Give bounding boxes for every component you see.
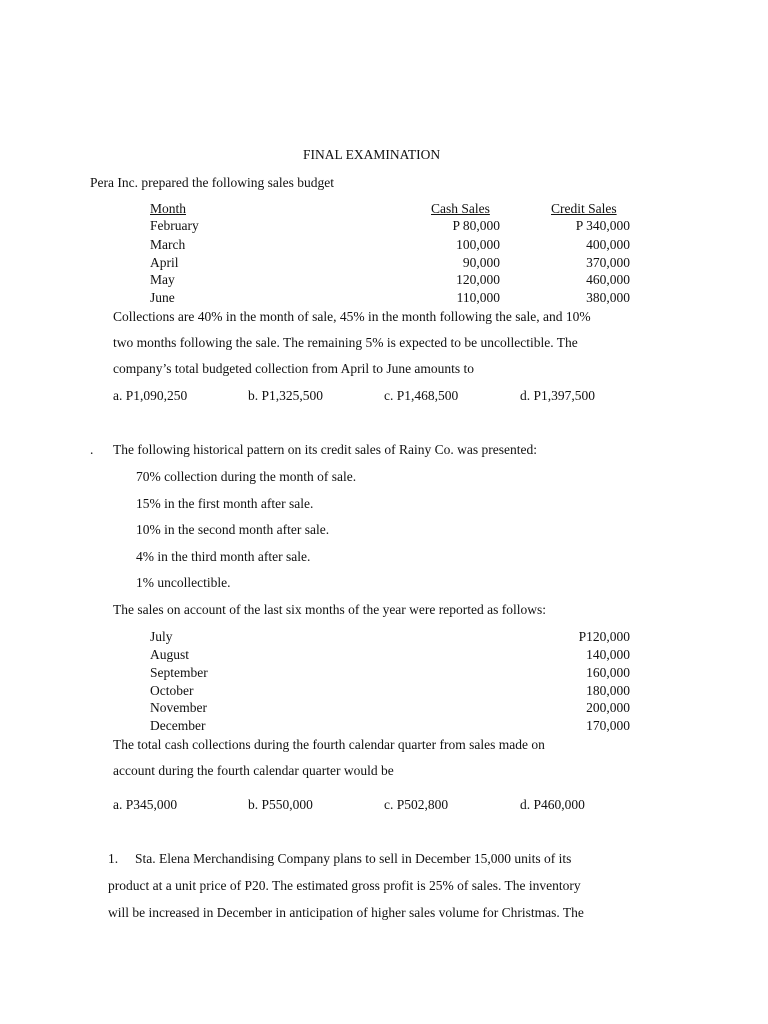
q2-choice-b: b. P550,000 [248, 797, 313, 812]
cash-cell: 100,000 [456, 237, 500, 252]
q2-sales-intro: The sales on account of the last six months of the year were reported as follows: [113, 602, 546, 617]
month-cell: November [150, 700, 207, 715]
q2-bullet: . [90, 442, 94, 457]
month-cell: July [150, 629, 173, 644]
month-cell: September [150, 665, 208, 680]
month-cell: June [150, 290, 175, 305]
q2-pattern-item: 4% in the third month after sale. [136, 549, 311, 564]
amount-cell: 170,000 [586, 718, 630, 733]
amount-cell: P120,000 [578, 629, 630, 644]
q2-pattern-item: 10% in the second month after sale. [136, 522, 330, 537]
cash-cell: P 80,000 [452, 218, 500, 233]
credit-cell: P 340,000 [575, 218, 630, 233]
q2-choice-c: c. P502,800 [384, 797, 449, 812]
month-cell: April [150, 255, 179, 270]
q1-choice-b: b. P1,325,500 [248, 388, 324, 403]
amount-cell: 160,000 [586, 665, 630, 680]
page-title: FINAL EXAMINATION [303, 147, 441, 162]
month-cell: May [150, 272, 175, 287]
q2-pattern-item: 1% uncollectible. [136, 575, 231, 590]
q2-choice-d: d. P460,000 [520, 797, 585, 812]
month-cell: August [150, 647, 190, 662]
q2-paragraph-line: The total cash collections during the fourth calendar quarter from sales made on [113, 737, 545, 752]
amount-cell: 140,000 [586, 647, 630, 662]
q1-intro: Pera Inc. prepared the following sales budget [90, 175, 335, 190]
month-cell: December [150, 718, 206, 733]
q1-paragraph-line: two months following the sale. The remaining 5% is expected to be uncollectible. The [113, 335, 578, 350]
q1-choice-a: a. P1,090,250 [113, 388, 188, 403]
q2-paragraph-line: account during the fourth calendar quarter would be [113, 763, 394, 778]
q3-line: Sta. Elena Merchandising Company plans to sell in December 15,000 units of its [135, 851, 572, 866]
q1-header-cash: Cash Sales [431, 201, 490, 216]
q1-choice-d: d. P1,397,500 [520, 388, 596, 403]
amount-cell: 180,000 [586, 683, 630, 698]
q1-paragraph-line: company’s total budgeted collection from April to June amounts to [113, 361, 475, 376]
cash-cell: 110,000 [456, 290, 500, 305]
credit-cell: 460,000 [586, 272, 630, 287]
q1-header-month: Month [150, 201, 187, 216]
amount-cell: 200,000 [586, 700, 630, 715]
q1-header-credit: Credit Sales [551, 201, 617, 216]
q3-number: 1. [108, 851, 119, 866]
q2-choice-a: a. P345,000 [113, 797, 178, 812]
month-cell: February [150, 218, 199, 233]
month-cell: October [150, 683, 194, 698]
q1-paragraph-line: Collections are 40% in the month of sale, 45% in the month following the sale, and 10% [113, 309, 591, 324]
credit-cell: 380,000 [586, 290, 630, 305]
q2-pattern-item: 15% in the first month after sale. [136, 496, 314, 511]
q1-choice-c: c. P1,468,500 [384, 388, 459, 403]
q3-line: product at a unit price of P20. The estimated gross profit is 25% of sales. The inventory [108, 878, 581, 893]
cash-cell: 90,000 [462, 255, 500, 270]
credit-cell: 400,000 [586, 237, 630, 252]
q2-intro: The following historical pattern on its credit sales of Rainy Co. was presented: [113, 442, 538, 457]
cash-cell: 120,000 [456, 272, 500, 287]
credit-cell: 370,000 [586, 255, 630, 270]
month-cell: March [150, 237, 186, 252]
q3-line: will be increased in December in anticipation of higher sales volume for Christmas. The [108, 905, 584, 920]
q2-pattern-item: 70% collection during the month of sale. [136, 469, 357, 484]
